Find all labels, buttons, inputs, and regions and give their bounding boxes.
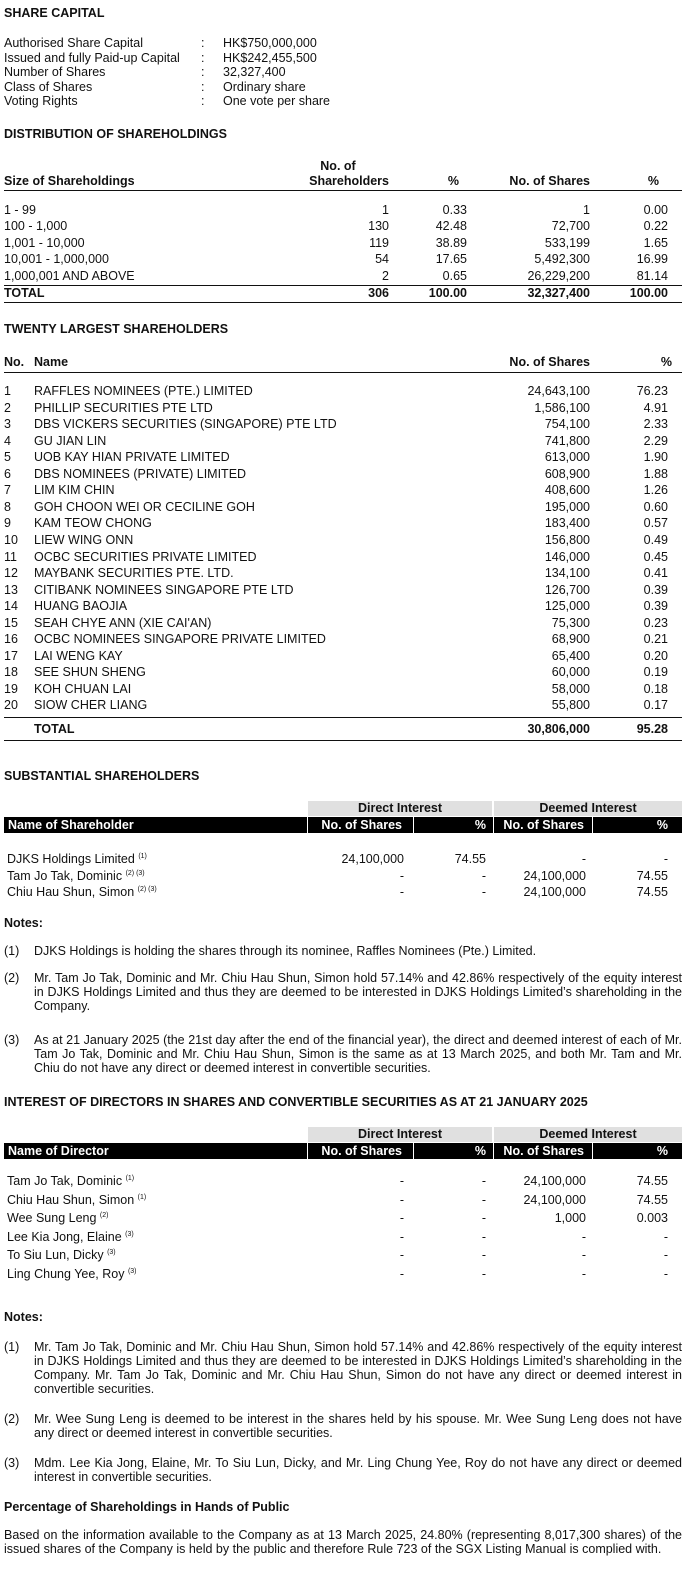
rank: 17: [4, 648, 18, 663]
separator: [413, 1143, 414, 1159]
shareholder-row: [4, 417, 682, 432]
rank: 8: [4, 499, 11, 514]
director-name-cell: [7, 1267, 137, 1282]
public-text: Based on the information available to the Company as at 13 March 2025, 24.80% (representing 8,017,300 shares) of the issued shares of the Company is held by the public and therefore Rule 723 of the SGX Listing Manual is complied with.: [4, 1528, 682, 1556]
shareholder-name: LAI WENG KAY: [34, 648, 123, 663]
director-name: Lee Kia Jong, Elaine: [7, 1229, 122, 1244]
shares-count: 156,800: [544, 532, 590, 547]
shares-pct: 0.39: [643, 599, 668, 614]
shares-count: 125,000: [544, 599, 590, 614]
shareholder-name: Chiu Hau Shun, Simon: [7, 885, 135, 899]
header-pct1: %: [447, 174, 459, 188]
total-bottom-rule: [4, 740, 682, 741]
shares-pct: 0.57: [643, 516, 668, 531]
shares-count: 75,300: [551, 615, 590, 630]
shareholder-row: [4, 698, 682, 713]
direct-pct: -: [481, 1229, 486, 1244]
director-name-cell: [7, 1230, 134, 1245]
header-deemed-pct: %: [656, 1144, 668, 1158]
colon: :: [201, 79, 205, 94]
shareholder-name: LIM KIM CHIN: [34, 483, 115, 498]
separator: [307, 1127, 308, 1159]
deemed-shares: -: [581, 1267, 586, 1281]
shareholder-row: [4, 550, 682, 565]
shares-count: 55,800: [551, 698, 590, 713]
share-capital-value: HK$750,000,000: [223, 36, 317, 50]
deemed-pct: -: [663, 1229, 668, 1244]
shares-count: 72,700: [551, 219, 590, 234]
footnote-ref: (1): [137, 1193, 147, 1201]
director-row: [4, 1193, 682, 1208]
shareholder-name: DJKS Holdings Limited: [7, 852, 135, 866]
direct-pct: -: [481, 1267, 486, 1281]
director-name: Tam Jo Tak, Dominic: [7, 1174, 123, 1188]
size-range: 10,001 - 1,000,000: [4, 252, 109, 267]
direct-interest-header: Direct Interest: [308, 1127, 492, 1142]
shares-count: 613,000: [544, 450, 590, 465]
colon: :: [201, 94, 205, 109]
deemed-shares: 1,000: [554, 1211, 586, 1226]
shareholder-row: [4, 384, 682, 399]
director-row: [4, 1230, 682, 1245]
shareholder-name: KAM TEOW CHONG: [34, 516, 152, 531]
shareholder-name: DBS NOMINEES (PRIVATE) LIMITED: [34, 466, 247, 481]
separator: [493, 1127, 494, 1159]
shares-count: 754,100: [544, 417, 590, 432]
distribution-title: DISTRIBUTION OF SHAREHOLDINGS: [4, 127, 227, 141]
deemed-shares: -: [581, 852, 586, 866]
direct-shares: -: [399, 1267, 404, 1281]
total-shares: 30,806,000: [527, 722, 590, 736]
header-rule: [4, 372, 682, 373]
shareholder-row: [4, 516, 682, 531]
director-name: Wee Sung Leng: [7, 1211, 97, 1226]
deemed-shares: 24,100,000: [523, 1192, 586, 1207]
shareholder-name-cell: [7, 852, 147, 867]
deemed-pct: 74.55: [636, 1174, 668, 1188]
footnote-ref: (2): [99, 1212, 109, 1220]
deemed-pct: 74.55: [636, 1192, 668, 1207]
shares-count: 32,327,400: [527, 286, 590, 300]
footnote-number: (3): [4, 1033, 20, 1047]
shareholder-name: GU JIAN LIN: [34, 433, 107, 448]
shareholder-name-cell: [7, 869, 145, 884]
deemed-interest-header: Deemed Interest: [494, 1127, 682, 1142]
direct-shares: -: [399, 1192, 404, 1207]
direct-shares: 24,100,000: [341, 852, 404, 866]
rank: 13: [4, 582, 18, 597]
footnote-text: Mr. Tam Jo Tak, Dominic and Mr. Chiu Hau Shun, Simon hold 57.14% and 42.86% respectively of the equity interest in DJKS Holdings Limited and thus they are deemed to be interested in DJKS Holdings Limited’s shareholding in the Company.: [34, 971, 682, 1013]
shares-count: 183,400: [544, 516, 590, 531]
separator: [493, 801, 494, 833]
shares-pct: 0.22: [643, 219, 668, 234]
shares-pct: 0.60: [643, 499, 668, 514]
total-bottom-rule: [4, 302, 682, 303]
footnote-number: (1): [4, 1340, 20, 1354]
holders-count: 2: [382, 268, 389, 283]
share-capital-label: Authorised Share Capital: [4, 36, 143, 50]
shares-count: 24,643,100: [527, 384, 590, 398]
shares-pct: 2.33: [643, 417, 668, 432]
header-direct-pct: %: [474, 1144, 486, 1158]
substantial-notes-title: Notes:: [4, 916, 43, 930]
colon: :: [201, 36, 205, 50]
header-name: Name of Shareholder: [8, 818, 134, 832]
shareholder-row: [4, 500, 682, 515]
footnote-ref: (3): [107, 1249, 116, 1257]
holders-pct: 38.89: [435, 235, 467, 250]
shares-pct: 76.23: [636, 384, 668, 398]
total-label: TOTAL: [34, 722, 75, 736]
deemed-shares: 24,100,000: [523, 1174, 586, 1188]
holders-pct: 100.00: [428, 286, 467, 300]
footnote-ref: (2) (3): [125, 869, 145, 877]
column-header-row: [4, 1143, 682, 1158]
rank: 11: [4, 549, 17, 564]
share-capital-label: Voting Rights: [4, 94, 78, 109]
deemed-pct: 74.55: [636, 885, 668, 899]
deemed-pct: 74.55: [636, 868, 668, 883]
size-range: 100 - 1,000: [4, 219, 68, 234]
direct-shares: -: [399, 868, 404, 883]
shares-pct: 1.90: [643, 450, 668, 465]
rank: 16: [4, 632, 18, 647]
twenty-largest-title: TWENTY LARGEST SHAREHOLDERS: [4, 322, 229, 336]
direct-shares: -: [399, 1174, 404, 1188]
director-row: [4, 1248, 682, 1263]
distribution-header-row-2: [4, 174, 682, 189]
rank: 7: [4, 483, 11, 498]
share-capital-label: Class of Shares: [4, 79, 93, 94]
share-capital-label: Number of Shares: [4, 65, 106, 80]
share-capital-value: Ordinary share: [223, 79, 306, 94]
rank: 10: [4, 532, 18, 547]
shares-count: 26,229,200: [527, 268, 590, 283]
colon: :: [201, 50, 205, 65]
shareholder-name: DBS VICKERS SECURITIES (SINGAPORE) PTE LTD: [34, 417, 337, 432]
director-name-cell: [7, 1248, 116, 1263]
shares-count: 195,000: [544, 499, 590, 514]
direct-pct: -: [481, 1211, 486, 1226]
distribution-total-row: [4, 286, 682, 301]
rank: 6: [4, 466, 11, 481]
holders-pct: 0.65: [442, 268, 467, 283]
shares-count: 1,586,100: [534, 400, 590, 415]
shares-pct: 100.00: [629, 286, 668, 300]
header-holders-line1: No. of: [320, 159, 356, 173]
share-capital-row: [4, 94, 682, 109]
footnote-text: Mdm. Lee Kia Jong, Elaine, Mr. To Siu Lun, Dicky, and Mr. Ling Chung Yee, Roy do not have any direct or deemed interest in convertible securities.: [34, 1456, 682, 1484]
shares-pct: 0.23: [643, 615, 668, 630]
footnote-ref: (1): [138, 852, 147, 860]
footnote-number: (2): [4, 971, 20, 985]
header-size: Size of Shareholdings: [4, 174, 135, 188]
share-capital-row: [4, 51, 682, 66]
holders-count: 306: [368, 286, 389, 300]
shareholder-row: [4, 599, 682, 614]
header-rule: [4, 190, 682, 191]
distribution-row: [4, 252, 682, 267]
share-capital-row: [4, 80, 682, 95]
deemed-shares: 24,100,000: [523, 885, 586, 899]
separator: [592, 1143, 593, 1159]
shareholder-row: [4, 682, 682, 697]
holders-count: 54: [375, 252, 389, 267]
shareholder-row: [4, 665, 682, 680]
shareholder-row: [4, 483, 682, 498]
size-range: 1 - 99: [4, 203, 36, 217]
separator: [413, 817, 414, 833]
rank: 3: [4, 417, 11, 432]
director-row: [4, 1174, 682, 1189]
shareholder-name: KOH CHUAN LAI: [34, 681, 132, 696]
column-header-row: [4, 817, 682, 832]
shareholder-name: SEAH CHYE ANN (XIE CAI'AN): [34, 615, 212, 630]
shares-count: 68,900: [551, 632, 590, 647]
header-deemed-shares: No. of Shares: [503, 1144, 584, 1158]
shareholder-name: SIOW CHER LIANG: [34, 698, 148, 713]
header-direct-shares: No. of Shares: [321, 1144, 402, 1158]
share-capital-value: HK$242,455,500: [223, 50, 317, 65]
direct-shares: -: [399, 1229, 404, 1244]
distribution-row: [4, 236, 682, 251]
shareholder-row: [4, 632, 682, 647]
shares-pct: 4.91: [643, 400, 668, 415]
size-range: 1,001 - 10,000: [4, 235, 85, 250]
substantial-row: [4, 852, 682, 867]
rank: 4: [4, 433, 11, 448]
deemed-pct: -: [663, 1267, 668, 1281]
shares-count: 608,900: [544, 466, 590, 481]
header-name: Name of Director: [8, 1144, 109, 1158]
twenty-header-row: [4, 355, 682, 370]
rank: 18: [4, 665, 18, 680]
footnote-text: DJKS Holdings is holding the shares through its nominee, Raffles Nominees (Pte.) Limited.: [34, 944, 537, 958]
shares-pct: 81.14: [636, 268, 668, 283]
shareholder-name: HUANG BAOJIA: [34, 599, 128, 614]
footnote-ref: (1): [125, 1174, 135, 1182]
substantial-row: [4, 869, 682, 884]
colon: :: [201, 65, 205, 80]
holders-pct: 0.33: [442, 203, 467, 217]
shares-pct: 0.00: [643, 203, 668, 217]
rank: 5: [4, 450, 11, 465]
header-shares: No. of Shares: [509, 174, 590, 188]
shares-count: 65,400: [551, 648, 590, 663]
director-name: Chiu Hau Shun, Simon: [7, 1192, 135, 1207]
deemed-shares: -: [581, 1248, 586, 1263]
shareholder-name: PHILLIP SECURITIES PTE LTD: [34, 400, 213, 415]
footnote-ref: (3): [125, 1230, 134, 1238]
holders-count: 1: [382, 203, 389, 217]
direct-pct: -: [481, 868, 486, 883]
shares-count: 60,000: [551, 665, 590, 680]
header-pct2: %: [647, 174, 659, 188]
footnote-text: As at 21 January 2025 (the 21st day after the end of the financial year), the direct and deemed interest of each of Mr. Tam Jo Tak, Dominic and Mr. Chiu Hau Shun, Simon is the same as at 13 March 2025, and both Mr. Tam and Mr. Chiu do not have any direct or deemed interest in convertible securities.: [34, 1033, 682, 1075]
direct-interest-header: Direct Interest: [308, 801, 492, 816]
directors-notes-title: Notes:: [4, 1310, 43, 1324]
footnote-number: (2): [4, 1412, 20, 1426]
holders-pct: 42.48: [435, 219, 467, 234]
rank: 1: [4, 384, 11, 398]
substantial-title: SUBSTANTIAL SHAREHOLDERS: [4, 769, 200, 783]
shareholder-name: GOH CHOON WEI OR CECILINE GOH: [34, 499, 255, 514]
size-range: 1,000,001 AND ABOVE: [4, 268, 135, 283]
public-title: Percentage of Shareholdings in Hands of Public: [4, 1500, 290, 1514]
shareholder-row: [4, 616, 682, 631]
distribution-row: [4, 203, 682, 218]
share-capital-title: SHARE CAPITAL: [4, 6, 105, 20]
deemed-pct: -: [663, 1248, 668, 1263]
directors-title: INTEREST OF DIRECTORS IN SHARES AND CONVERTIBLE SECURITIES AS AT 21 JANUARY 2025: [4, 1095, 588, 1109]
director-name-cell: [7, 1174, 134, 1189]
shares-pct: 0.19: [643, 665, 668, 680]
director-name-cell: [7, 1211, 108, 1226]
shares-pct: 0.18: [643, 681, 668, 696]
footnote-ref: (2) (3): [137, 885, 157, 893]
direct-shares: -: [399, 1211, 404, 1226]
shareholder-row: [4, 583, 682, 598]
size-range: TOTAL: [4, 286, 45, 300]
shareholder-row: [4, 649, 682, 664]
shares-pct: 0.21: [643, 632, 668, 647]
direct-pct: 74.55: [454, 852, 486, 866]
shares-count: 58,000: [551, 681, 590, 696]
shareholder-row: [4, 566, 682, 581]
share-capital-label: Issued and fully Paid-up Capital: [4, 50, 180, 65]
deemed-interest-header: Deemed Interest: [494, 801, 682, 816]
share-capital-row: [4, 36, 682, 51]
shareholder-row: [4, 434, 682, 449]
shares-pct: 16.99: [636, 252, 668, 267]
rank: 19: [4, 681, 18, 696]
shareholder-name: RAFFLES NOMINEES (PTE.) LIMITED: [34, 384, 253, 398]
shares-pct: 1.88: [643, 466, 668, 481]
total-pct: 95.28: [636, 722, 668, 736]
separator: [592, 817, 593, 833]
shareholder-name-cell: [7, 885, 157, 900]
substantial-row: [4, 885, 682, 900]
rank: 9: [4, 516, 11, 531]
deemed-pct: -: [663, 852, 668, 866]
rank: 15: [4, 615, 18, 630]
header-deemed-shares: No. of Shares: [503, 818, 584, 832]
header-direct-shares: No. of Shares: [321, 818, 402, 832]
separator: [307, 801, 308, 833]
footnote-text: Mr. Wee Sung Leng is deemed to be interest in the shares held by his spouse. Mr. Wee Sung Leng does not have any direct or deemed interest in convertible securities.: [34, 1412, 682, 1440]
holders-count: 130: [368, 219, 389, 234]
shares-count: 146,000: [544, 549, 590, 564]
direct-shares: -: [399, 885, 404, 899]
direct-shares: -: [399, 1248, 404, 1263]
deemed-shares: 24,100,000: [523, 868, 586, 883]
rank: 14: [4, 599, 18, 614]
shares-pct: 0.20: [643, 648, 668, 663]
share-capital-row: [4, 65, 682, 80]
header-deemed-pct: %: [656, 818, 668, 832]
director-row: [4, 1267, 682, 1282]
shares-pct: 0.45: [643, 549, 668, 564]
shares-pct: 0.41: [643, 566, 668, 581]
total-top-rule: [4, 717, 682, 718]
rank: 12: [4, 566, 18, 581]
direct-pct: -: [481, 1174, 486, 1188]
shares-count: 134,100: [544, 566, 590, 581]
header-pct: %: [660, 355, 672, 369]
shareholder-name: MAYBANK SECURITIES PTE. LTD.: [34, 566, 234, 581]
holders-count: 119: [369, 235, 389, 250]
header-name: Name: [34, 355, 69, 369]
shares-count: 1: [583, 203, 590, 217]
header-no: No.: [4, 355, 25, 369]
distribution-row: [4, 219, 682, 234]
shares-count: 5,492,300: [534, 252, 590, 267]
shareholder-row: [4, 401, 682, 416]
shares-pct: 0.39: [643, 582, 668, 597]
shareholder-name: SEE SHUN SHENG: [34, 665, 146, 680]
shares-pct: 0.17: [643, 698, 668, 713]
direct-pct: -: [481, 885, 486, 899]
shareholder-name: LIEW WING ONN: [34, 532, 134, 547]
shareholder-row: [4, 450, 682, 465]
shareholder-name: OCBC NOMINEES SINGAPORE PRIVATE LIMITED: [34, 632, 326, 647]
shareholder-row: [4, 533, 682, 548]
shareholder-row: [4, 467, 682, 482]
shareholder-name: UOB KAY HIAN PRIVATE LIMITED: [34, 450, 230, 465]
footnote-text: Mr. Tam Jo Tak, Dominic and Mr. Chiu Hau Shun, Simon hold 57.14% and 42.86% respectively of the equity interest in DJKS Holdings Limited and thus they are deemed to be interested in DJKS Holdings Limited’s shareholding in the Company. Mr. Tam Jo Tak, Dominic and Mr. Chiu Hau Shun, Simon do not have any direct or deemed interest in convertible securities.: [34, 1340, 682, 1396]
header-shares: No. of Shares: [509, 355, 590, 369]
shares-pct: 2.29: [643, 433, 668, 448]
direct-pct: -: [481, 1192, 486, 1207]
shares-count: 533,199: [544, 235, 590, 250]
deemed-shares: -: [581, 1229, 586, 1244]
shareholder-name: CITIBANK NOMINEES SINGAPORE PTE LTD: [34, 582, 294, 597]
header-holders-line2: Shareholders: [309, 174, 389, 188]
director-name-cell: [7, 1193, 146, 1208]
direct-pct: -: [481, 1248, 486, 1263]
footnote-ref: (3): [127, 1267, 137, 1275]
director-name: To Siu Lun, Dicky: [7, 1248, 104, 1263]
shares-count: 408,600: [544, 483, 590, 498]
deemed-pct: 0.003: [636, 1211, 668, 1226]
distribution-header-row-1: [4, 159, 682, 174]
twenty-total-row: [4, 722, 682, 737]
header-direct-pct: %: [474, 818, 486, 832]
shares-pct: 1.65: [643, 235, 668, 250]
holders-pct: 17.65: [435, 252, 467, 267]
shareholder-name: Tam Jo Tak, Dominic: [7, 868, 123, 883]
shares-count: 741,800: [544, 433, 590, 448]
shareholder-name: OCBC SECURITIES PRIVATE LIMITED: [34, 549, 257, 564]
share-capital-value: 32,327,400: [223, 65, 286, 80]
distribution-row: [4, 269, 682, 284]
director-name: Ling Chung Yee, Roy: [7, 1267, 125, 1281]
share-capital-value: One vote per share: [223, 94, 331, 109]
shares-pct: 0.49: [643, 532, 668, 547]
director-row: [4, 1211, 682, 1226]
shares-count: 126,700: [544, 582, 590, 597]
rank: 20: [4, 698, 18, 713]
footnote-number: (3): [4, 1456, 20, 1470]
shares-pct: 1.26: [643, 483, 668, 498]
footnote-number: (1): [4, 944, 20, 958]
rank: 2: [4, 400, 11, 415]
